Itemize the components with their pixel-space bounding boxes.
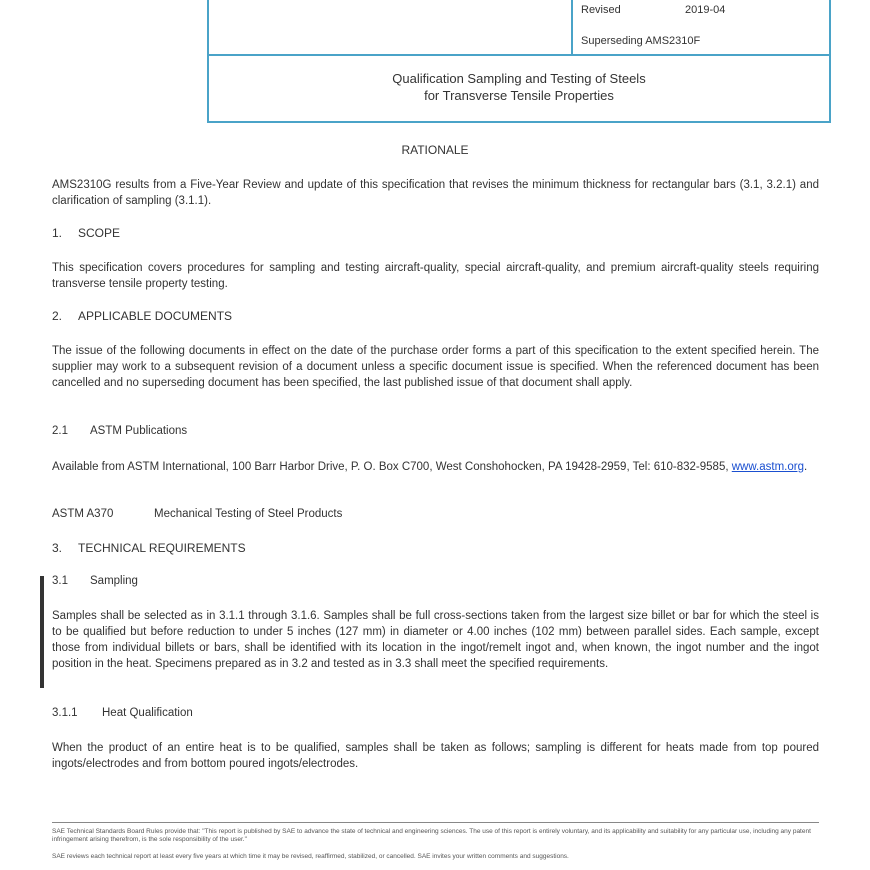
astm-address: Available from ASTM International, 100 Barr Harbor Drive, P. O. Box C700, West Conshohocken, PA 19428-2959, Tel: 610-832-9585,	[52, 461, 729, 473]
section-applicable-heading	[52, 309, 232, 323]
sampling-text: Samples shall be selected as in 3.1.1 through 3.1.6. Samples shall be full cross-sections taken from the largest size billet or bar for which the steel is to be qualified but before reduction to under 5 inches (127 mm) in diameter or 4.00 inches (102 mm) between parallel sides. Each sample, except those from individual billets or bars, shall be identified with its location in the ingot/remelt ingot and, when known, the ingot number and the ingot position in the heat. Specimens prepared as in 3.2 and tested as in 3.3 shall meet the specified requirements.	[52, 610, 819, 670]
footer-divider	[52, 822, 819, 823]
astm-text: Available from ASTM International, 100 Barr Harbor Drive, P. O. Box C700, West Conshohocken, PA 19428-2959, Tel: 610-832-9585, www.astm.org.	[52, 461, 808, 473]
revised-label: Revised	[581, 4, 621, 16]
section-astm-heading	[52, 425, 187, 437]
heat-text: When the product of an entire heat is to be qualified, samples shall be taken as follows; sampling is different for heats made from top poured ingots/electrodes and from bottom poured ingots/electrodes.	[52, 742, 819, 770]
section-title: ASTM Publications	[90, 425, 188, 437]
section-number: 1.	[52, 226, 63, 240]
superseding-text: Superseding AMS2310F	[581, 35, 701, 47]
section-scope-heading	[52, 226, 120, 240]
section-title: Sampling	[90, 575, 138, 587]
title-line-2: for Transverse Tensile Properties	[424, 88, 614, 103]
section-title: APPLICABLE DOCUMENTS	[78, 309, 233, 323]
header-divider-vertical	[571, 0, 573, 56]
reference-row	[52, 508, 342, 520]
footer-review-note: SAE reviews each technical report at least every five years at which time it may be revised, reaffirmed, stabilized, or cancelled. SAE invites your written comments and suggestions.	[52, 853, 569, 860]
footer-disclaimer: SAE Technical Standards Board Rules provide that: "This report is published by SAE to advance the state of technical and engineering sciences. The use of this report is entirely voluntary, and its applicability and suitability for any particular use, including any patent infringement arising therefrom, is the sole responsibility of the user."	[52, 828, 811, 843]
revised-date: 2019-04	[685, 4, 726, 16]
rationale-heading: RATIONALE	[401, 143, 469, 157]
header-meta-area	[209, 0, 829, 56]
astm-website-link[interactable]: www.astm.org	[731, 461, 804, 473]
section-number: 3.	[52, 541, 63, 555]
section-sampling-heading	[52, 575, 138, 587]
revision-change-bar	[40, 576, 44, 688]
section-title: Heat Qualification	[102, 707, 193, 719]
document-title	[209, 70, 829, 104]
section-number: 2.	[52, 309, 63, 323]
section-technical-heading	[52, 541, 246, 555]
applicable-text: The issue of the following documents in effect on the date of the purchase order forms a part of this specification to the extent specified herein. The supplier may work to a subsequent revision of a document unless a specific document issue is specified. When the referenced document has been cancelled and no superseding document has been specified, the last published issue of that document shall apply.	[52, 345, 819, 389]
reference-code: ASTM A370	[52, 508, 114, 520]
reference-title: Mechanical Testing of Steel Products	[154, 508, 343, 520]
scope-text: This specification covers procedures for sampling and testing aircraft-quality, special aircraft-quality, and premium aircraft-quality steels requiring transverse tensile property testing.	[52, 262, 819, 290]
section-number: 3.1.1	[52, 707, 78, 719]
header-divider-horizontal	[209, 54, 829, 56]
section-title: SCOPE	[78, 226, 121, 240]
section-title: TECHNICAL REQUIREMENTS	[78, 541, 246, 555]
document-header-box	[207, 0, 831, 123]
rationale-text: AMS2310G results from a Five-Year Review and update of this specification that revises the minimum thickness for rectangular bars (3.1, 3.2.1) and clarification of sampling (3.1.1).	[52, 179, 819, 207]
section-number: 2.1	[52, 425, 68, 437]
title-line-1: Qualification Sampling and Testing of Steels	[392, 71, 646, 86]
section-heat-heading	[52, 707, 193, 719]
section-number: 3.1	[52, 575, 68, 587]
